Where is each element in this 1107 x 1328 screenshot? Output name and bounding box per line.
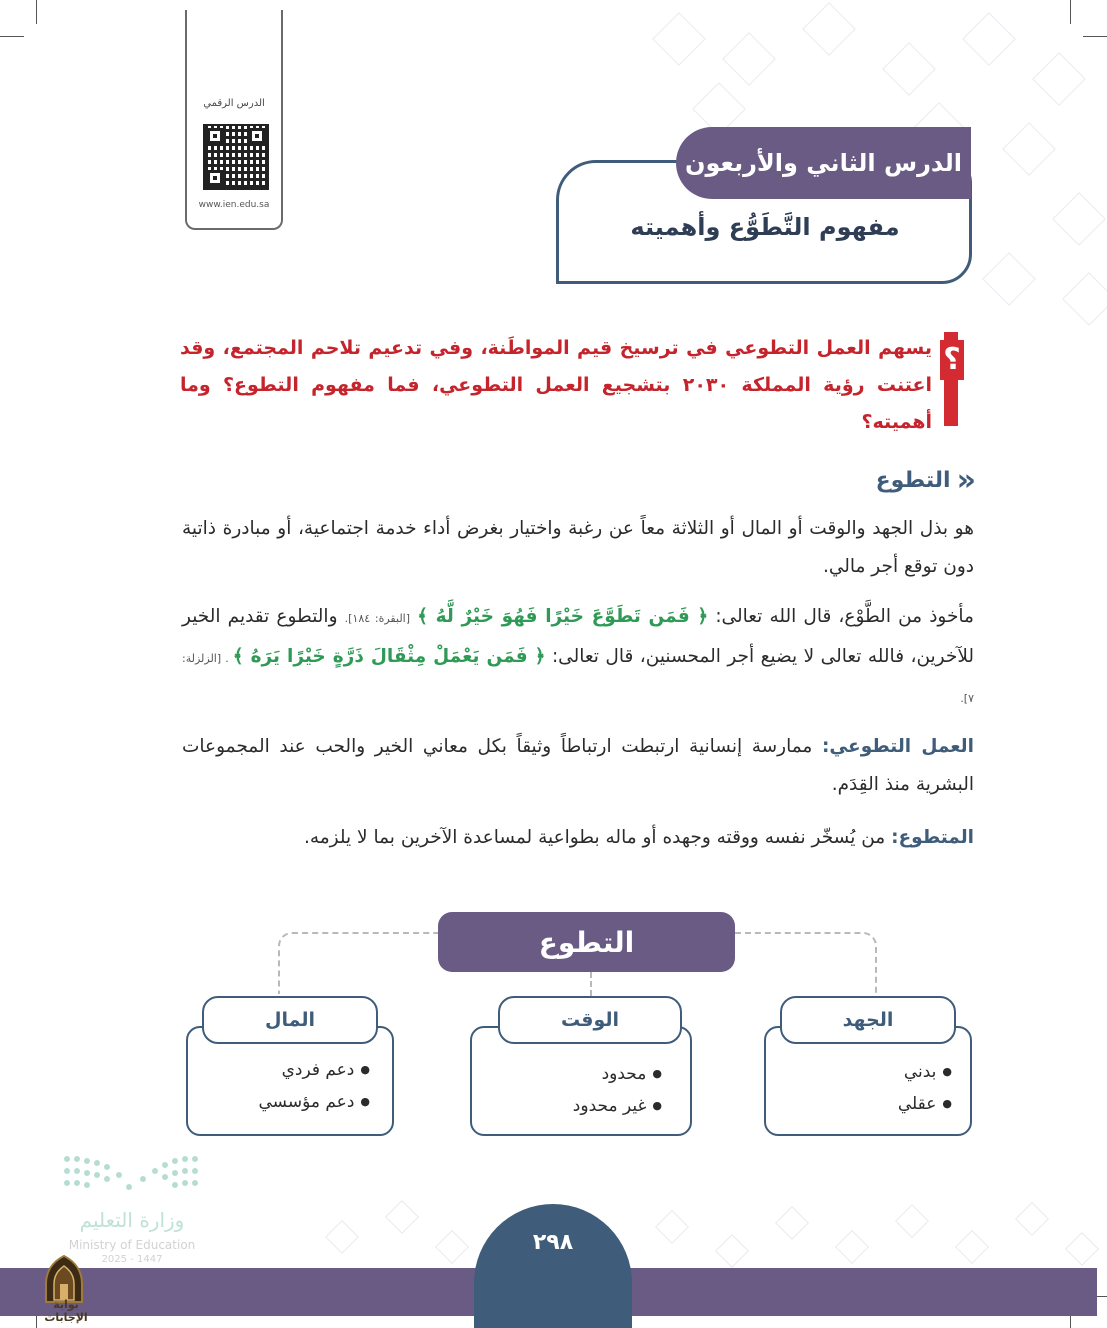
list-item: ● بدني (770, 1056, 952, 1088)
footer-pattern (300, 1195, 1100, 1270)
branch-items-time (476, 1058, 662, 1122)
quran-verse: ﴿ فَمَن يَعْمَلْ مِثْقَالَ ذَرَّةٍ خَيْرًا يَرَهُ ﴾ (232, 646, 546, 667)
etymology-text: والتطوع تقديم الخير للآخرين، فالله تعالى لا يضيع أجر المحسنين، قال تعالى: (182, 606, 975, 667)
ministry-name-english: Ministry of Education (68, 1238, 196, 1252)
term-definition: ممارسة إنسانية ارتبطت ارتباطاً وثيقاً بكل معاني الخير والحب عند المجموعات البشرية منذ القِدَم. (182, 736, 974, 795)
intro-text: يسهم العمل التطوعي في ترسيخ قيم المواطَنة، وفي تدعيم تلاحم المجتمع، وقد اعتنت رؤية المملكة ٢٠٣٠ بتشجيع العمل التطوعي، فما مفهوم التطوع؟ وما أهميته؟ (180, 337, 932, 433)
ministry-year: 2025 - 1447 (101, 1254, 163, 1265)
volunteer-definition (182, 819, 974, 857)
verse-reference: . [الزلزلة: ٧]. (182, 652, 974, 705)
verse-reference: [البقرة: ١٨٤]. (344, 612, 411, 625)
list-item: ● دعم فردي (192, 1054, 370, 1086)
qr-code-icon[interactable] (203, 124, 269, 190)
digital-lesson-label: الدرس الرقمي (203, 98, 265, 109)
section-title: التطوع (875, 467, 951, 493)
answers-portal-label: بوابة الإجابات (44, 1298, 88, 1324)
term-label: المتطوع: (891, 827, 974, 848)
connector-line (278, 932, 438, 994)
page-number: ٢٩٨ (532, 1230, 574, 1255)
list-item: ● عقلي (770, 1088, 952, 1120)
digital-lesson-url: www.ien.edu.sa (198, 200, 270, 210)
section-heading (860, 460, 976, 500)
etymology-paragraph (182, 598, 974, 718)
lesson-title: مفهوم التَّطَوُّع وأهميته (630, 213, 900, 241)
lesson-number-banner: الدرس الثاني والأربعون (676, 127, 971, 199)
connector-line (735, 932, 877, 994)
connector-line (590, 972, 592, 996)
list-item: ● محدود (476, 1058, 662, 1090)
crop-mark (0, 36, 24, 37)
digital-lesson-card[interactable] (185, 10, 283, 230)
branch-title-time: الوقت (498, 996, 682, 1044)
quran-verse: ﴿ فَمَن تَطَوَّعَ خَيْرًا فَهُوَ خَيْرٌ لَّهُ ﴾ (417, 606, 709, 627)
term-label: العمل التطوعي: (821, 736, 974, 757)
double-chevron-icon: « (956, 462, 976, 498)
diagram-root: التطوع (438, 912, 735, 972)
branch-title-money: المال (202, 996, 378, 1044)
list-item: ● غير محدود (476, 1090, 662, 1122)
branch-items-money (192, 1054, 370, 1118)
term-definition: من يُسخّر نفسه ووقته وجهده أو ماله بطواعية لمساعدة الآخرين بما لا يلزمه. (303, 827, 892, 848)
list-item: ● دعم مؤسسي (192, 1086, 370, 1118)
definition-paragraph: هو بذل الجهد والوقت أو المال أو الثلاثة معاً عن رغبة واختيار بغرض أداء خدمة اجتماعية، أو مبادرة ذاتية دون توقع أجر مالي. (182, 518, 974, 577)
ministry-logo-icon (64, 1154, 198, 1196)
ministry-name-arabic: وزارة التعليم (79, 1208, 185, 1232)
volunteer-work-definition (182, 728, 974, 804)
etymology-lead: مأخوذ من الطَّوْع، قال الله تعالى: (708, 606, 974, 627)
branch-title-effort: الجهد (780, 996, 956, 1044)
crop-mark (36, 0, 37, 24)
question-mark-icon: ؟ (940, 340, 964, 380)
branch-items-effort (770, 1056, 952, 1120)
